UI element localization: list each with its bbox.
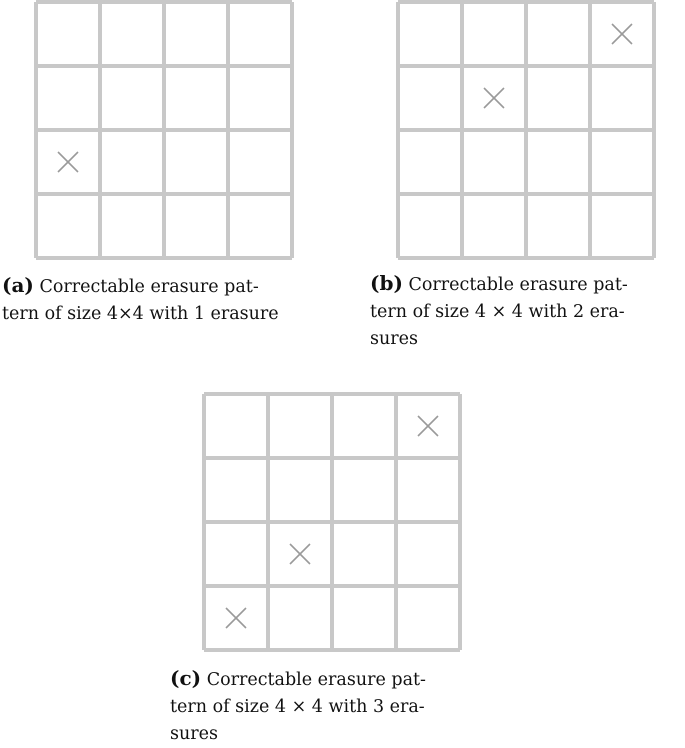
subfigure-b	[360, 0, 685, 360]
caption-c-line-2: tern of size 4 × 4 with 3 era-	[170, 697, 425, 717]
caption-b-line-1	[370, 270, 682, 299]
subfigure-c	[160, 390, 500, 745]
caption-c-line-3: sures	[170, 724, 218, 744]
caption-b-line-2: tern of size 4 × 4 with 2 era-	[370, 302, 625, 322]
caption-c-label: (c)	[170, 666, 202, 690]
erasure-grid-a	[32, 0, 296, 260]
cross-icon	[484, 88, 504, 108]
cross-icon	[418, 416, 438, 436]
caption-c-line-1	[170, 665, 488, 694]
caption-a-line-2: tern of size 4×4 with 1 erasure	[2, 304, 279, 324]
caption-a-label: (a)	[2, 273, 34, 297]
cross-icon	[58, 152, 78, 172]
caption-a-text-1: Correctable erasure pat-	[39, 277, 259, 297]
caption-c	[170, 665, 488, 748]
caption-b	[370, 270, 682, 353]
subfigure-a	[0, 0, 330, 340]
erasure-grid-b	[394, 0, 658, 260]
caption-b-text-1: Correctable erasure pat-	[408, 275, 628, 295]
caption-b-line-3: sures	[370, 329, 418, 349]
caption-b-label: (b)	[370, 271, 403, 295]
cross-icon	[612, 24, 632, 44]
cross-icon	[226, 608, 246, 628]
caption-a-line-1	[2, 272, 320, 301]
cross-icon	[290, 544, 310, 564]
caption-a	[2, 272, 320, 328]
erasure-grid-c	[200, 392, 464, 652]
caption-c-text-1: Correctable erasure pat-	[206, 670, 426, 690]
